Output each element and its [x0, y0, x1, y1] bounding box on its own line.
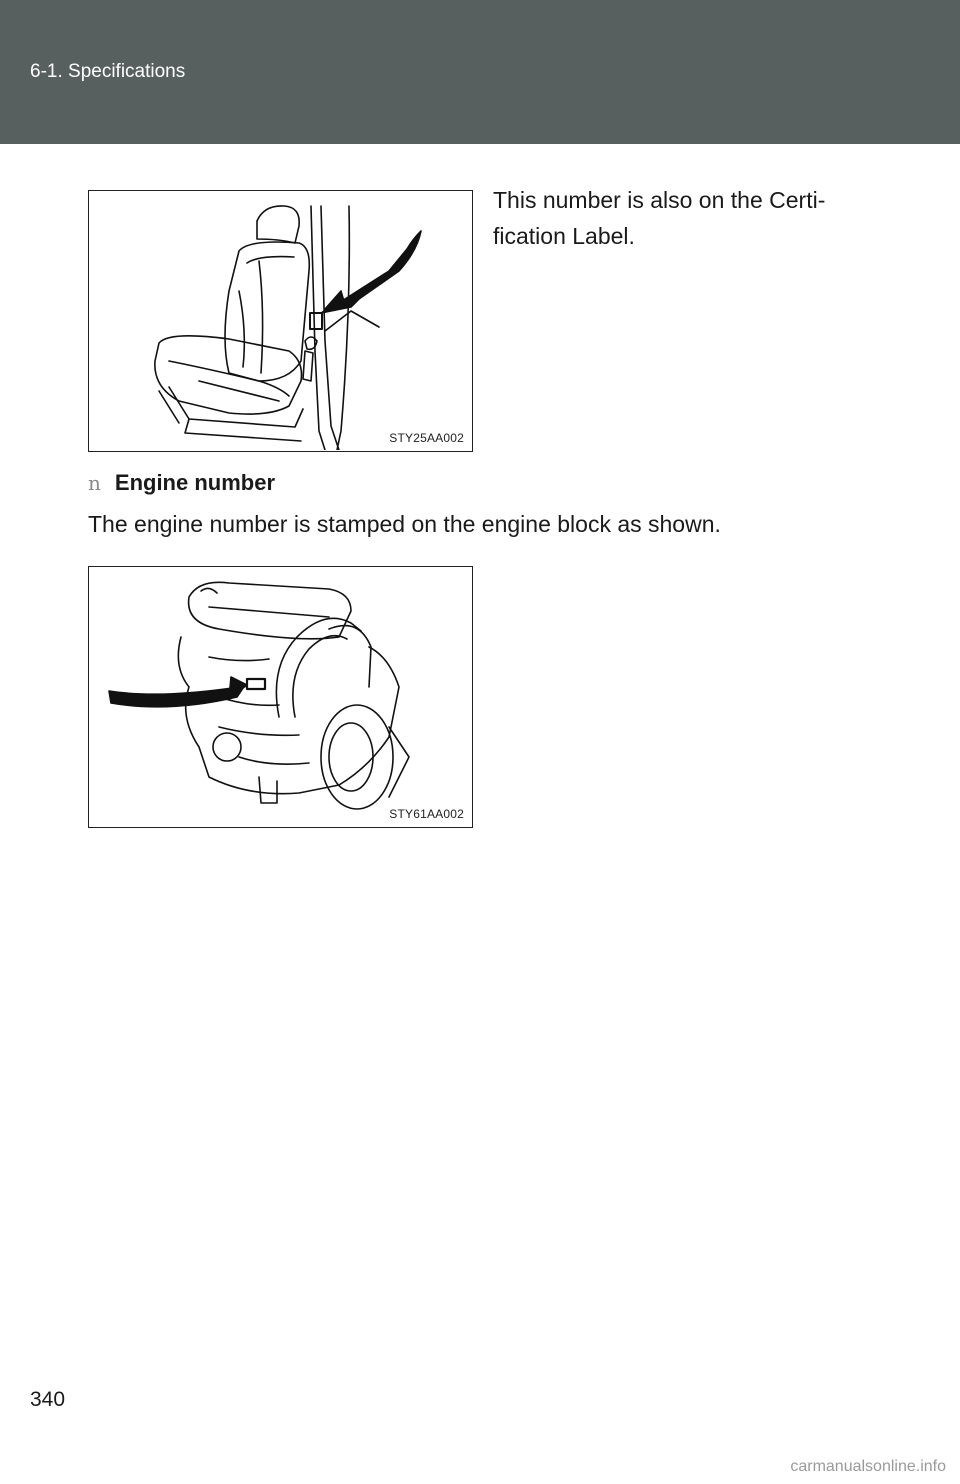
- heading-bullet-icon: n: [88, 471, 101, 495]
- figure-code: STY61AA002: [389, 807, 464, 821]
- watermark-text: carmanualsonline.info: [790, 1458, 946, 1475]
- engine-illustration: [88, 566, 473, 828]
- section-title: 6-1. Specifications: [30, 61, 186, 82]
- seat-drawing: [89, 191, 471, 450]
- seat-pillar-illustration: [88, 190, 473, 452]
- engine-drawing: [89, 567, 471, 826]
- section-heading: [88, 470, 275, 496]
- page-number: 340: [30, 1388, 66, 1411]
- side-note: This number is also on the Certi- fication Label.: [493, 187, 826, 249]
- body-paragraph: The engine number is stamped on the engine block as shown.: [88, 511, 721, 537]
- heading-text: Engine number: [114, 470, 276, 495]
- page-header: [0, 0, 960, 144]
- figure-code: STY25AA002: [389, 431, 464, 445]
